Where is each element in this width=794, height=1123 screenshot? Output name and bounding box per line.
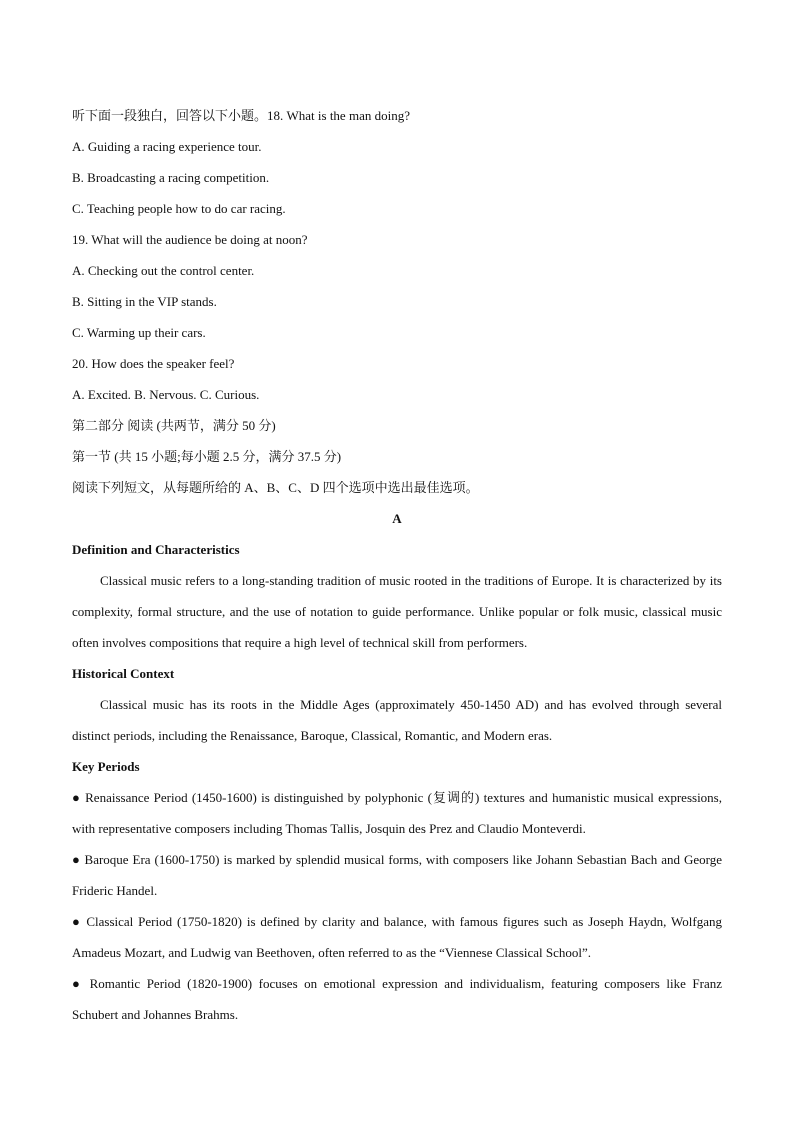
bullet-renaissance: ● Renaissance Period (1450-1600) is distinguished by polyphonic (复调的) textures and humanistic musical expressions, with representative composers including Thomas Tallis, Josquin des Prez and Claudio Monteverdi. bbox=[72, 790, 722, 836]
q18-option-a: A. Guiding a racing experience tour. bbox=[72, 139, 262, 154]
reading-part-title: 第二部分 阅读 (共两节，满分 50 分) bbox=[72, 418, 276, 433]
question-18-intro: 听下面一段独白，回答以下小题。18. What is the man doing? bbox=[72, 108, 410, 123]
heading-definition: Definition and Characteristics bbox=[72, 542, 240, 557]
q19-option-a: A. Checking out the control center. bbox=[72, 263, 255, 278]
bullet-romantic: ● Romantic Period (1820-1900) focuses on emotional expression and individualism, featuring composers like Franz Schubert and Johannes Brahms. bbox=[72, 976, 722, 1022]
q19-option-c: C. Warming up their cars. bbox=[72, 325, 206, 340]
q19-option-b: B. Sitting in the VIP stands. bbox=[72, 294, 217, 309]
bullet-classical: ● Classical Period (1750-1820) is defined by clarity and balance, with famous figures such as Joseph Haydn, Wolfgang Amadeus Mozart, and Ludwig van Beethoven, often referred to as the “Viennese Classical School”. bbox=[72, 914, 722, 960]
bullet-baroque: ● Baroque Era (1600-1750) is marked by splendid musical forms, with composers like Johann Sebastian Bach and George Frideric Handel. bbox=[72, 852, 722, 898]
q18-option-c: C. Teaching people how to do car racing. bbox=[72, 201, 286, 216]
q20-options: A. Excited. B. Nervous. C. Curious. bbox=[72, 387, 260, 402]
question-19: 19. What will the audience be doing at noon? bbox=[72, 232, 308, 247]
heading-key-periods: Key Periods bbox=[72, 759, 140, 774]
heading-history: Historical Context bbox=[72, 666, 175, 681]
reading-section-title: 第一节 (共 15 小题;每小题 2.5 分，满分 37.5 分) bbox=[72, 449, 342, 464]
reading-instruction: 阅读下列短文，从每题所给的 A、B、C、D 四个选项中选出最佳选项。 bbox=[72, 480, 479, 495]
question-20: 20. How does the speaker feel? bbox=[72, 356, 235, 371]
paragraph-history: Classical music has its roots in the Middle Ages (approximately 450-1450 AD) and has evolved through several distinct periods, including the Renaissance, Baroque, Classical, Romantic, and Modern eras. bbox=[72, 697, 722, 743]
q18-option-b: B. Broadcasting a racing competition. bbox=[72, 170, 270, 185]
passage-label: A bbox=[392, 511, 402, 526]
paragraph-definition: Classical music refers to a long-standing tradition of music rooted in the traditions of Europe. It is characterized by its complexity, formal structure, and the use of notation to guide performance. Unlike popular or folk music, classical music often involves compositions that require a high level of technical skill from performers. bbox=[72, 573, 722, 650]
exam-page bbox=[72, 100, 722, 1030]
